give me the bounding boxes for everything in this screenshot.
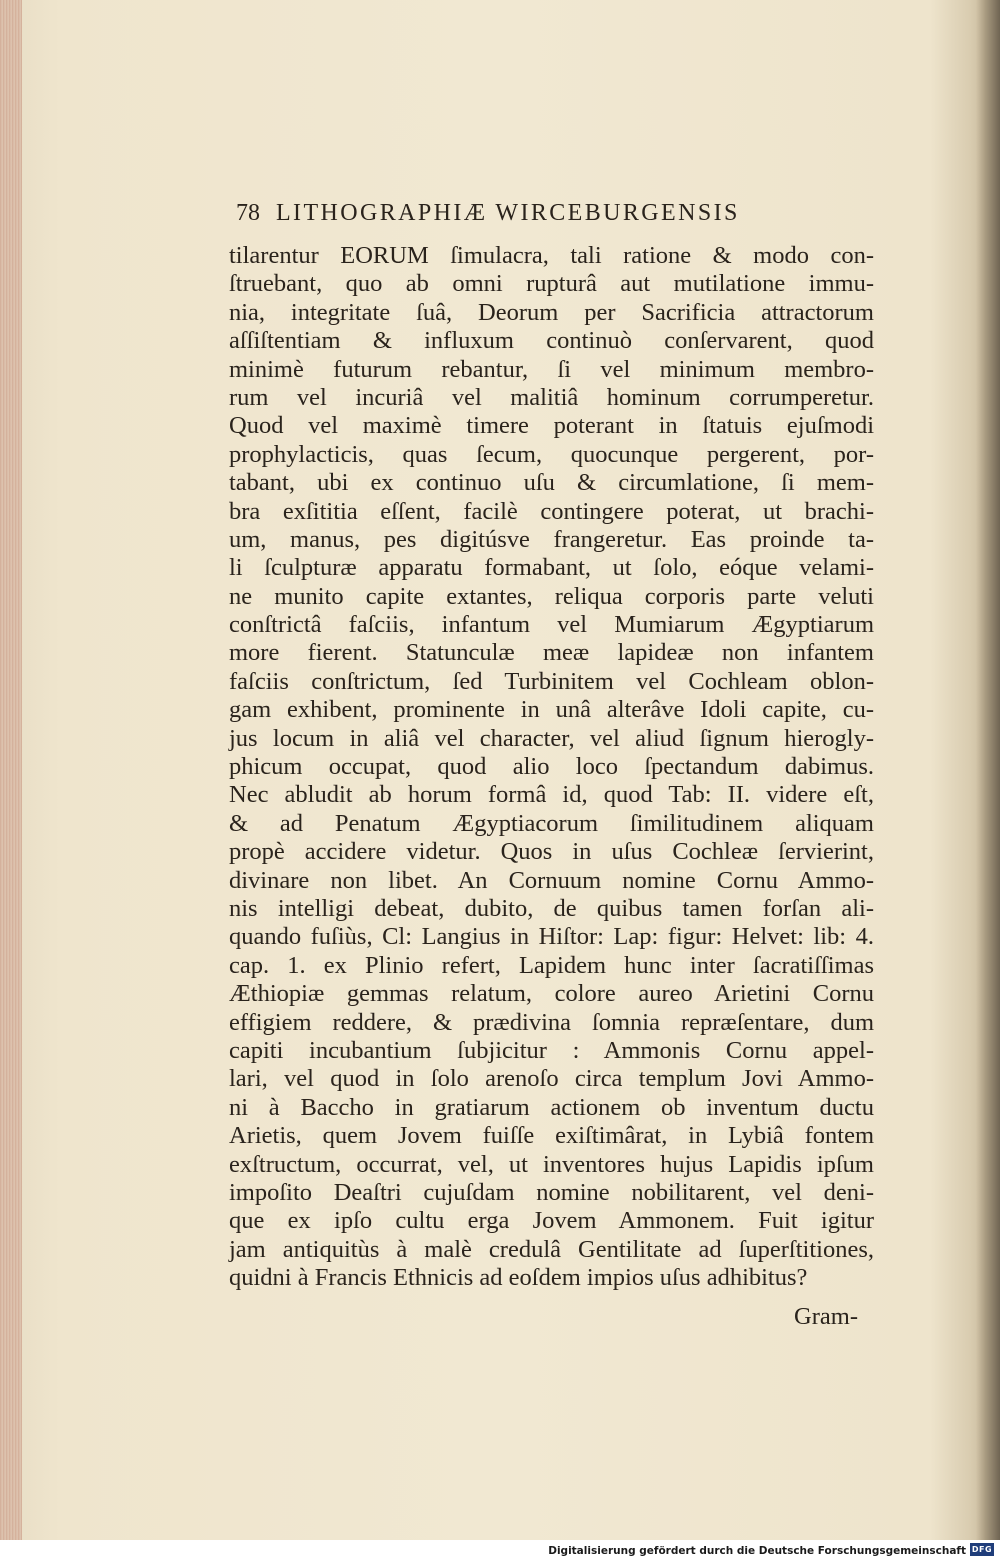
footer-bar [0,1540,1000,1559]
text-line: minimè futurum rebantur, ſi vel minimum membro- [229,355,874,383]
text-line: um, manus, pes digitúsve frangeretur. Eas proinde ta- [229,525,874,553]
text-line: effigiem reddere, & prædivina ſomnia repræſentare, dum [229,1008,874,1036]
text-line: faſciis conſtrictum, ſed Turbinitem vel Cochleam oblon- [229,667,874,695]
text-line: jus locum in aliâ vel character, vel aliud ſignum hierogly- [229,724,874,752]
text-line: capiti incubantium ſubjicitur : Ammonis Cornu appel- [229,1036,874,1064]
text-line: propè accidere videtur. Quos in uſus Cochleæ ſervierint, [229,838,874,866]
text-line: ni à Baccho in gratiarum actionem ob inventum ductu [229,1093,874,1121]
body-text [229,242,874,1292]
text-line: impoſito Deaſtri cujuſdam nomine nobilitarent, vel deni- [229,1178,874,1206]
page-number: 78 [236,200,260,226]
running-head [236,200,836,234]
text-line: quidni à Francis Ethnicis ad eoſdem impios uſus adhibitus? [229,1264,808,1292]
text-line: Arietis, quem Jovem fuiſſe exiſtimârat, in Lybiâ fontem [229,1122,874,1150]
text-line: divinare non libet. An Cornuum nomine Cornu Ammo- [229,866,874,894]
text-line: Quod vel maximè timere poterant in ſtatuis ejuſmodi [229,412,874,440]
text-line: tabant, ubi ex continuo uſu & circumlatione, ſi mem- [229,469,874,497]
text-line: ſtruebant, quo ab omni rupturâ aut mutilatione immu- [229,270,874,298]
text-line: que ex ipſo cultu erga Jovem Ammonem. Fuit igitur [229,1207,874,1235]
text-line: & ad Penatum Ægyptiacorum ſimilitudinem aliquam [229,809,874,837]
text-line: lari, vel quod in ſolo arenoſo circa templum Jovi Ammo- [229,1065,874,1093]
text-line: prophylacticis, quas ſecum, quocunque pergerent, por- [229,440,874,468]
text-line: ne munito capite extantes, reliqua corporis parte veluti [229,582,874,610]
catchword: Gram- [794,1303,858,1330]
text-line: gam exhibent, prominente in unâ alterâve Idoli capite, cu- [229,696,874,724]
text-line: Æthiopiæ gemmas relatum, colore aureo Arietini Cornu [229,980,874,1008]
text-line: nia, integritate ſuâ, Deorum per Sacrificia attractorum [229,298,874,326]
text-line: li ſculpturæ apparatu formabant, ut ſolo, eóque velami- [229,554,874,582]
page-edge-left [0,0,22,1540]
text-line: Nec abludit ab horum formâ id, quod Tab: II. videre eſt, [229,781,874,809]
text-line: exſtructum, occurrat, vel, ut inventores hujus Lapidis ipſum [229,1150,874,1178]
text-line: aſſiſtentiam & influxum continuò conſervarent, quod [229,327,874,355]
text-line: bra exſititia eſſent, facilè contingere poterat, ut brachi- [229,497,874,525]
text-line: quando fuſiùs, Cl: Langius in Hiſtor: Lap: figur: Helvet: lib: 4. [229,923,874,951]
dfg-logo: DFG [971,1545,993,1554]
text-line: phicum occupat, quod alio loco ſpectandum dabimus. [229,753,874,781]
funding-credit: Digitalisierung gefördert durch die Deutsche Forschungsgemeinschaft [548,1545,966,1557]
text-line: tilarentur EORUM ſimulacra, tali ratione & modo con- [229,242,874,269]
text-line: jam antiquitùs à malè credulâ Gentilitate ad ſuperſtitiones, [229,1235,874,1263]
text-line: rum vel incuriâ vel malitiâ hominum corrumperetur. [229,383,874,411]
text-line: nis intelligi debeat, dubito, de quibus tamen forſan ali- [229,894,874,922]
text-line: cap. 1. ex Plinio refert, Lapidem hunc inter ſacratiſſimas [229,951,874,979]
running-title: LITHOGRAPHIÆ WIRCEBURGENSIS [276,200,740,226]
text-line: conſtrictâ faſciis, infantum vel Mumiarum Ægyptiarum [229,611,874,639]
page-edge-right [976,0,1000,1540]
text-line: more fierent. Statunculæ meæ lapideæ non infantem [229,639,874,667]
